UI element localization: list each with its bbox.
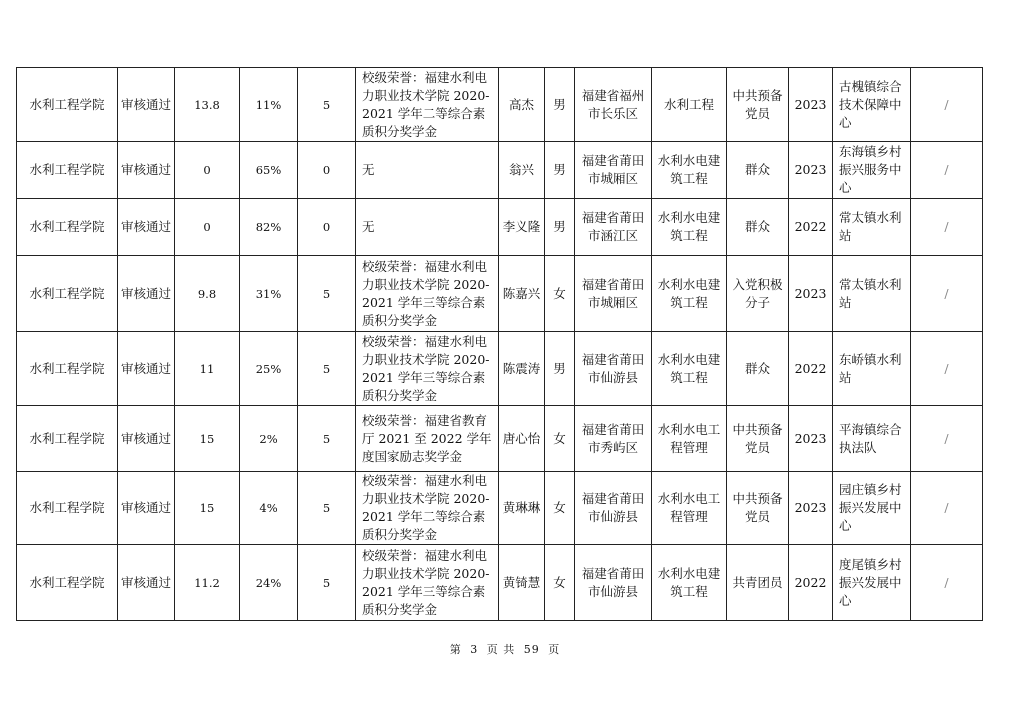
table-row [17, 68, 983, 142]
points-cell: 5 [298, 472, 356, 545]
name-cell: 高杰 [499, 68, 545, 142]
politics-cell: 中共预备党员 [727, 68, 789, 142]
name-cell: 翁兴 [499, 142, 545, 199]
gender-cell: 女 [545, 406, 575, 472]
college-cell: 水利工程学院 [17, 256, 118, 332]
politics-cell: 共青团员 [727, 545, 789, 621]
rank-cell: 31% [240, 256, 298, 332]
employer-cell: 平海镇综合执法队 [833, 406, 911, 472]
name-cell: 陈震涛 [499, 332, 545, 406]
score-cell: 15 [175, 406, 240, 472]
major-cell: 水利水电建筑工程 [652, 142, 727, 199]
gender-cell: 男 [545, 68, 575, 142]
origin-cell: 福建省莆田市仙游县 [575, 332, 652, 406]
employer-cell: 度尾镇乡村振兴发展中心 [833, 545, 911, 621]
score-cell: 0 [175, 142, 240, 199]
status-cell: 审核通过 [118, 406, 175, 472]
gender-cell: 男 [545, 142, 575, 199]
page-footer [0, 641, 1010, 657]
points-cell: 0 [298, 199, 356, 256]
year-cell: 2022 [789, 545, 833, 621]
rank-cell: 65% [240, 142, 298, 199]
major-cell: 水利水电建筑工程 [652, 332, 727, 406]
college-cell: 水利工程学院 [17, 142, 118, 199]
points-cell: 5 [298, 332, 356, 406]
origin-cell: 福建省莆田市城厢区 [575, 142, 652, 199]
score-cell: 9.8 [175, 256, 240, 332]
year-cell: 2022 [789, 199, 833, 256]
note-cell: / [911, 545, 983, 621]
footer-prefix: 第 [449, 643, 462, 656]
status-cell: 审核通过 [118, 68, 175, 142]
score-cell: 11 [175, 332, 240, 406]
note-cell: / [911, 332, 983, 406]
table-row [17, 406, 983, 472]
note-cell: / [911, 472, 983, 545]
honor-cell: 校级荣誉：福建省教育厅 2021 至 2022 学年度国家励志奖学金 [356, 406, 499, 472]
rank-cell: 2% [240, 406, 298, 472]
origin-cell: 福建省莆田市仙游县 [575, 472, 652, 545]
employer-cell: 园庄镇乡村振兴发展中心 [833, 472, 911, 545]
name-cell: 陈嘉兴 [499, 256, 545, 332]
honor-cell: 校级荣誉：福建水利电力职业技术学院 2020-2021 学年三等综合素质积分奖学金 [356, 332, 499, 406]
rank-cell: 4% [240, 472, 298, 545]
major-cell: 水利水电建筑工程 [652, 199, 727, 256]
honor-cell: 无 [356, 142, 499, 199]
employer-cell: 东海镇乡村振兴服务中心 [833, 142, 911, 199]
honor-cell: 校级荣誉：福建水利电力职业技术学院 2020-2021 学年三等综合素质积分奖学金 [356, 545, 499, 621]
points-cell: 5 [298, 68, 356, 142]
table-row [17, 256, 983, 332]
year-cell: 2023 [789, 472, 833, 545]
name-cell: 黄锜慧 [499, 545, 545, 621]
politics-cell: 入党积极分子 [727, 256, 789, 332]
employer-cell: 古槐镇综合技术保障中心 [833, 68, 911, 142]
points-cell: 5 [298, 256, 356, 332]
origin-cell: 福建省莆田市秀屿区 [575, 406, 652, 472]
college-cell: 水利工程学院 [17, 68, 118, 142]
name-cell: 黄琳琳 [499, 472, 545, 545]
score-cell: 15 [175, 472, 240, 545]
honor-cell: 校级荣誉：福建水利电力职业技术学院 2020-2021 学年二等综合素质积分奖学金 [356, 472, 499, 545]
status-cell: 审核通过 [118, 472, 175, 545]
politics-cell: 中共预备党员 [727, 472, 789, 545]
origin-cell: 福建省莆田市城厢区 [575, 256, 652, 332]
status-cell: 审核通过 [118, 256, 175, 332]
name-cell: 唐心怡 [499, 406, 545, 472]
origin-cell: 福建省福州市长乐区 [575, 68, 652, 142]
rank-cell: 11% [240, 68, 298, 142]
politics-cell: 中共预备党员 [727, 406, 789, 472]
year-cell: 2023 [789, 142, 833, 199]
honor-cell: 校级荣誉：福建水利电力职业技术学院 2020-2021 学年三等综合素质积分奖学金 [356, 256, 499, 332]
major-cell: 水利水电建筑工程 [652, 256, 727, 332]
status-cell: 审核通过 [118, 332, 175, 406]
college-cell: 水利工程学院 [17, 199, 118, 256]
table-row [17, 332, 983, 406]
politics-cell: 群众 [727, 142, 789, 199]
points-cell: 5 [298, 406, 356, 472]
year-cell: 2023 [789, 406, 833, 472]
major-cell: 水利水电建筑工程 [652, 545, 727, 621]
honor-cell: 无 [356, 199, 499, 256]
origin-cell: 福建省莆田市仙游县 [575, 545, 652, 621]
table-row [17, 472, 983, 545]
gender-cell: 女 [545, 545, 575, 621]
score-cell: 13.8 [175, 68, 240, 142]
gender-cell: 男 [545, 332, 575, 406]
gender-cell: 女 [545, 256, 575, 332]
gender-cell: 男 [545, 199, 575, 256]
footer-suffix: 页 [548, 643, 561, 656]
note-cell: / [911, 68, 983, 142]
name-cell: 李义隆 [499, 199, 545, 256]
major-cell: 水利水电工程管理 [652, 472, 727, 545]
college-cell: 水利工程学院 [17, 472, 118, 545]
status-cell: 审核通过 [118, 142, 175, 199]
note-cell: / [911, 256, 983, 332]
score-cell: 11.2 [175, 545, 240, 621]
status-cell: 审核通过 [118, 545, 175, 621]
note-cell: / [911, 142, 983, 199]
employer-cell: 东峤镇水利站 [833, 332, 911, 406]
year-cell: 2022 [789, 332, 833, 406]
footer-total-pages: 59 [523, 643, 540, 656]
gender-cell: 女 [545, 472, 575, 545]
status-cell: 审核通过 [118, 199, 175, 256]
major-cell: 水利工程 [652, 68, 727, 142]
year-cell: 2023 [789, 68, 833, 142]
year-cell: 2023 [789, 256, 833, 332]
note-cell: / [911, 199, 983, 256]
politics-cell: 群众 [727, 199, 789, 256]
employer-cell: 常太镇水利站 [833, 199, 911, 256]
major-cell: 水利水电工程管理 [652, 406, 727, 472]
employer-cell: 常太镇水利站 [833, 256, 911, 332]
footer-mid: 页 共 [486, 643, 516, 656]
college-cell: 水利工程学院 [17, 406, 118, 472]
footer-page-number: 3 [470, 643, 479, 656]
college-cell: 水利工程学院 [17, 545, 118, 621]
roster-table [16, 67, 983, 621]
politics-cell: 群众 [727, 332, 789, 406]
origin-cell: 福建省莆田市涵江区 [575, 199, 652, 256]
rank-cell: 24% [240, 545, 298, 621]
rank-cell: 82% [240, 199, 298, 256]
honor-cell: 校级荣誉：福建水利电力职业技术学院 2020-2021 学年二等综合素质积分奖学金 [356, 68, 499, 142]
points-cell: 5 [298, 545, 356, 621]
score-cell: 0 [175, 199, 240, 256]
table-row [17, 199, 983, 256]
note-cell: / [911, 406, 983, 472]
points-cell: 0 [298, 142, 356, 199]
table-row [17, 545, 983, 621]
table-row [17, 142, 983, 199]
rank-cell: 25% [240, 332, 298, 406]
college-cell: 水利工程学院 [17, 332, 118, 406]
